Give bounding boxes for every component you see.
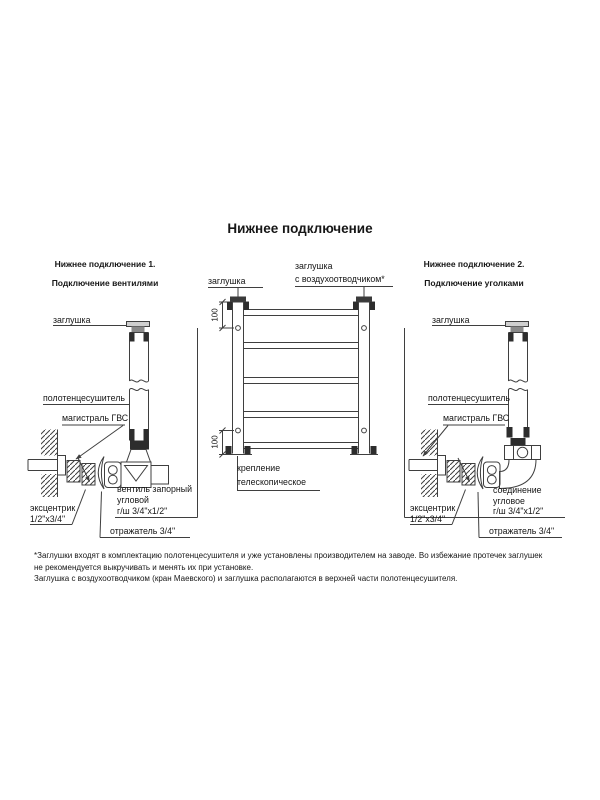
right-panel-heading-1: Нижнее подключение 2. [423,259,525,269]
right-panel-heading-2: Подключение уголками [424,278,524,288]
footnote [34,550,542,585]
label-center-air-vent-plug-1: заглушка [295,260,333,271]
dimension-top-100: 100 [210,308,220,322]
label-right-elbow-1: соединение [493,484,542,495]
footnote-line-2: не рекомендуется выкручивать и менять их при установке. [34,562,254,572]
label-right-eccentric-2: 1/2"х3/4" [410,513,446,524]
label-left-eccentric-2: 1/2"х3/4" [30,513,66,524]
label-left-valve-3: г/ш 3/4"х1/2" [117,505,168,516]
label-right-elbow-3: г/ш 3/4"х1/2" [493,505,544,516]
label-right-hws-main: магистраль ГВС [443,412,510,423]
footnote-line-1: *Заглушки входят в комплектацию полотенцесушителя и уже установлены производителем на заводе. Во избежание протечек заглушек [34,551,543,560]
label-left-plug: заглушка [53,314,91,325]
label-right-eccentric-1: эксцентрик [410,503,456,513]
label-center-mount-1: крепление [237,463,281,473]
page-title: Нижнее подключение [227,221,373,236]
dimension-bottom-100: 100 [210,435,220,449]
label-left-valve-2: угловой [117,494,149,505]
footnote-line-3: Заглушка с воздухоотводчиком (кран Маевского) и заглушка располагаются в верхней части полотенцесушителя. [34,574,458,583]
label-left-valve-1: вентиль запорный [117,483,192,494]
left-panel-heading-1: Нижнее подключение 1. [54,259,156,269]
label-center-air-vent-plug-2: с воздухоотводчиком* [295,273,385,284]
label-left-eccentric-1: эксцентрик [30,503,76,513]
label-left-reflector: отражатель 3/4" [110,526,176,536]
label-right-plug: заглушка [432,314,470,325]
label-right-reflector: отражатель 3/4" [489,526,555,536]
label-left-towel-rail: полотенцесушитель [43,392,125,403]
label-right-elbow-2: угловое [493,495,525,506]
label-left-hws-main: магистраль ГВС [62,412,129,423]
left-panel-heading-2: Подключение вентилями [51,278,159,288]
label-center-mount-2: телескопическое [237,476,307,487]
label-center-plug: заглушка [208,275,246,286]
label-right-towel-rail: полотенцесушитель [428,392,510,403]
